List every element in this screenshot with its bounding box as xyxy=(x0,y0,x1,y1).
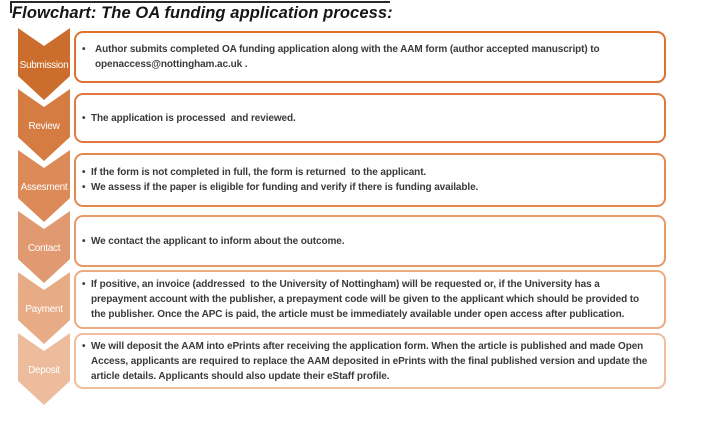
page-title: Flowchart: The OA funding application process: xyxy=(12,4,393,22)
step-box-contact xyxy=(74,215,666,267)
step-text: Author submits completed OA funding application along with the AAM form (author accepted manuscript) to openaccess@nottingham.ac.uk . xyxy=(95,44,603,70)
bullet-item xyxy=(82,234,652,249)
step-label-contact: Contact xyxy=(27,243,61,254)
bullet-item xyxy=(82,42,652,72)
step-box-deposit xyxy=(74,333,666,389)
step-text: If positive, an invoice (addressed to the University of Nottingham) will be requested or, if the University has a prepayment account with the publisher, a prepayment code will be given to the applicant which should be provided to the publisher. Once the APC is paid, the article must be immediately available under open access after publication. xyxy=(91,279,642,320)
step-text: We assess if the paper is eligible for funding and verify if there is funding available. xyxy=(91,182,479,193)
step-label-review: Review xyxy=(28,121,60,132)
bullet-item xyxy=(82,277,652,322)
bullet-icon: • xyxy=(82,340,86,352)
bullet-icon: • xyxy=(82,167,86,178)
bullet-item xyxy=(82,111,652,126)
step-text: We will deposit the AAM into ePrints after receiving the application form. When the article is published and made Open Access, applicants are required to replace the AAM deposited in ePrints with the final published version and update the article details. Applicants should also update their eStaff profile. xyxy=(91,340,650,382)
step-label-payment: Payment xyxy=(25,304,63,315)
step-box-assessment xyxy=(74,153,666,207)
step-label-submission: Submission xyxy=(19,60,69,71)
step-text: We contact the applicant to inform about the outcome. xyxy=(91,235,345,247)
step-text: If the form is not completed in full, the form is returned to the applicant. xyxy=(91,167,427,178)
bullet-item xyxy=(82,165,652,180)
bullet-icon: • xyxy=(82,235,86,247)
bullet-icon: • xyxy=(82,279,86,290)
crop-border-top-line xyxy=(10,1,390,3)
bullet-icon: • xyxy=(82,182,86,193)
step-box-payment xyxy=(74,270,666,329)
step-box-review xyxy=(74,93,666,143)
step-text: The application is processed and reviewed. xyxy=(91,112,296,124)
bullet-item xyxy=(82,339,652,384)
bullet-item xyxy=(82,180,652,195)
step-label-deposit: Deposit xyxy=(28,365,60,376)
step-box-submission xyxy=(74,31,666,83)
bullet-icon: • xyxy=(82,112,86,124)
bullet-icon: • xyxy=(82,44,86,55)
step-label-assessment: Assesment xyxy=(20,182,68,193)
